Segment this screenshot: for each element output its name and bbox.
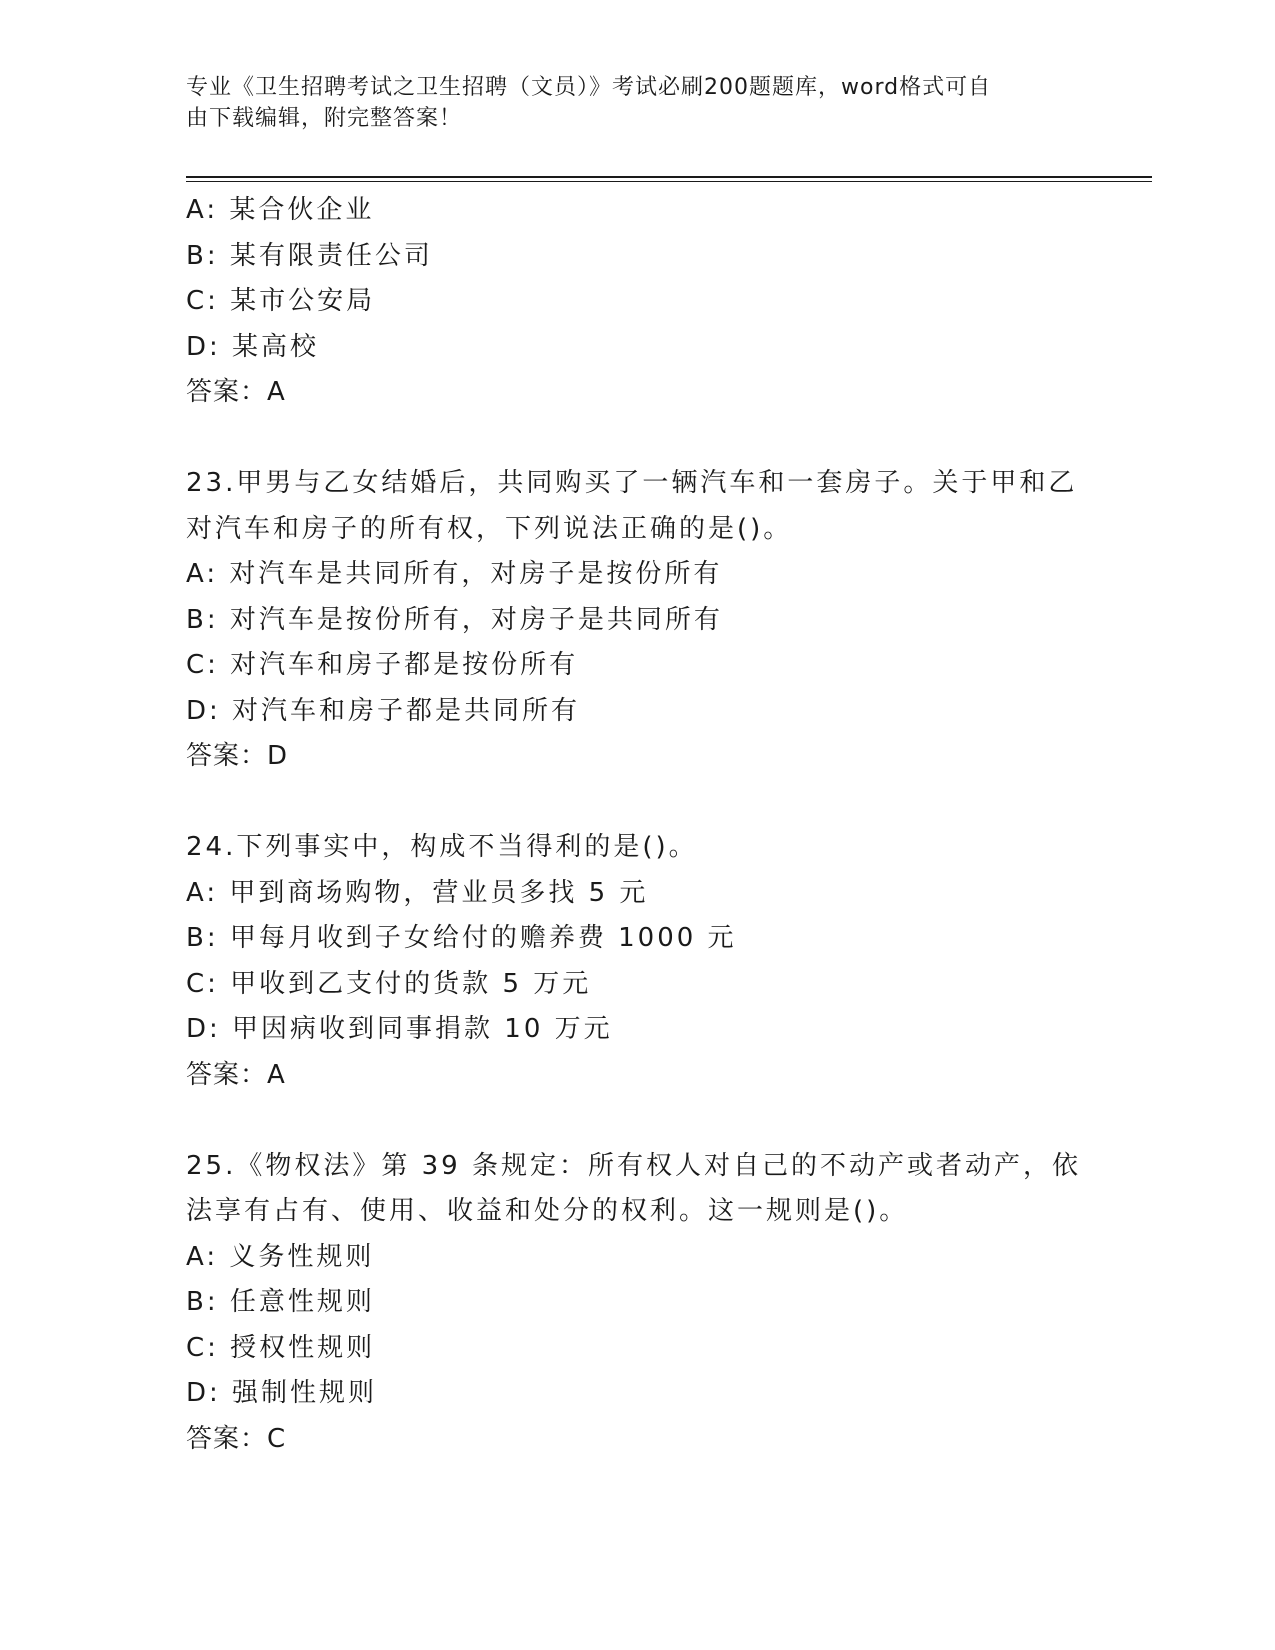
option-b: B: 甲每月收到子女给付的赡养费 1000 元 [186, 923, 737, 953]
option-d: D: 强制性规则 [186, 1378, 378, 1408]
option-d: D: 某高校 [186, 331, 320, 362]
header-divider-thick [186, 176, 1152, 178]
question-23 [186, 461, 1086, 780]
question-22 [186, 188, 1086, 416]
option-a: A: 某合伙企业 [186, 195, 375, 225]
spacer [186, 1098, 1086, 1144]
header-divider-thin [186, 181, 1152, 182]
option-d: D: 对汽车和房子都是共同所有 [186, 695, 581, 726]
answer-line: 答案：A [186, 377, 286, 407]
header-line-1: 专业《卫生招聘考试之卫生招聘（文员）》考试必刷200题题库，word格式可自 [186, 75, 992, 100]
option-a: A: 对汽车是共同所有，对房子是按份所有 [186, 559, 723, 589]
question-stem-line-1: 24.下列事实中，构成不当得利的是()。 [186, 832, 698, 862]
document-header [186, 72, 1086, 134]
option-b: B: 某有限责任公司 [186, 240, 433, 271]
option-a: A: 义务性规则 [186, 1241, 375, 1272]
question-stem-line-2: 法享有占有、使用、收益和处分的权利。这一规则是()。 [186, 1196, 909, 1226]
spacer [186, 416, 1086, 462]
option-c: C: 授权性规则 [186, 1332, 376, 1363]
option-c: C: 甲收到乙支付的货款 5 万元 [186, 968, 592, 999]
answer-line: 答案：C [186, 1423, 287, 1454]
question-stem-line-2: 对汽车和房子的所有权，下列说法正确的是()。 [186, 513, 793, 544]
header-line-2: 由下载编辑，附完整答案！ [186, 106, 463, 131]
spacer [186, 780, 1086, 826]
question-list [186, 188, 1086, 1462]
answer-line: 答案：D [186, 741, 289, 771]
question-24 [186, 825, 1086, 1098]
question-stem-line-1: 25.《物权法》第 39 条规定：所有权人对自己的不动产或者动产，依 [186, 1150, 1081, 1181]
option-a: A: 甲到商场购物，营业员多找 5 元 [186, 877, 649, 908]
option-c: C: 某市公安局 [186, 286, 376, 316]
option-b: B: 对汽车是按份所有，对房子是共同所有 [186, 604, 723, 635]
option-d: D: 甲因病收到同事捐款 10 万元 [186, 1014, 613, 1044]
question-25 [186, 1144, 1086, 1463]
answer-line: 答案：A [186, 1059, 286, 1090]
question-stem-line-1: 23.甲男与乙女结婚后，共同购买了一辆汽车和一套房子。关于甲和乙 [186, 468, 1078, 498]
option-b: B: 任意性规则 [186, 1287, 375, 1317]
option-c: C: 对汽车和房子都是按份所有 [186, 650, 579, 680]
